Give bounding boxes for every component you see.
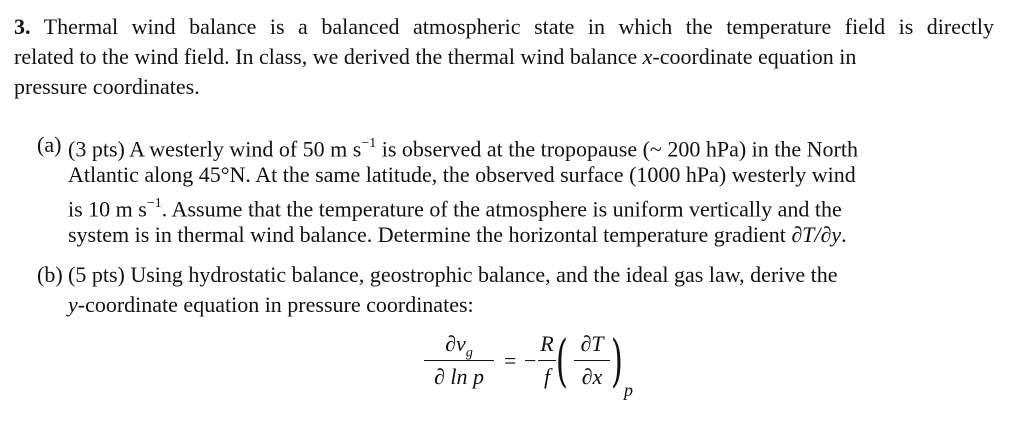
lhs-denominator: ∂ ln p: [434, 364, 484, 389]
exponent-2: −1: [146, 196, 162, 211]
intro-line-2: [14, 42, 856, 72]
minus-sign: −: [524, 348, 537, 373]
inner-denominator: ∂x: [581, 364, 603, 389]
part-b-label: (b): [37, 262, 63, 287]
exponent-1: −1: [361, 136, 377, 151]
intro-line-3: [14, 72, 200, 102]
coef-fraction: [538, 330, 556, 391]
left-paren: (: [555, 329, 568, 394]
equals-sign: =: [504, 348, 517, 373]
part-a-text-4: system is in thermal wind balance. Determine the horizontal temperature gradient: [68, 222, 792, 247]
lhs-numerator: [424, 330, 494, 361]
lhs-num-text: ∂v: [445, 331, 466, 356]
thermal-wind-equation: [424, 330, 644, 402]
right-paren: ): [610, 329, 623, 394]
x-variable: x: [642, 44, 653, 69]
coef-fraction-bar: [538, 360, 556, 361]
lhs-fraction-bar: [424, 360, 494, 361]
part-a-text-2: Atlantic along 45°N. At the same latitude, the observed surface (1000 hPa) westerly wind: [68, 162, 856, 187]
part-b-line-1: [68, 260, 838, 290]
inner-fraction: [574, 330, 610, 391]
coef-denominator: f: [543, 364, 551, 389]
part-a-label: (a): [37, 132, 62, 157]
inner-numerator: ∂T: [580, 331, 604, 356]
pressure-subscript: p: [624, 380, 633, 400]
part-a-line-2: [68, 160, 856, 190]
part-a-text-3: is 10 m s: [68, 196, 147, 222]
temperature-gradient-math: ∂T/∂y: [791, 222, 842, 247]
inner-fraction-bar: [574, 360, 610, 361]
part-a-text-3b: . Assume that the temperature of the atmosphere is uniform vertically and the: [161, 196, 842, 222]
intro-text-4: pressure coordinates.: [14, 74, 200, 99]
part-a-text-1: (3 pts) A westerly wind of 50 m s: [68, 136, 362, 162]
part-a-text-4b: .: [841, 222, 847, 247]
part-b-text-1: (5 pts) Using hydrostatic balance, geostrophic balance, and the ideal gas law, derive the: [68, 262, 838, 287]
intro-text-1: Thermal wind balance is a balanced atmospheric state in which the temperature field is directly: [43, 14, 994, 39]
intro-text-3: -coordinate equation in: [652, 44, 857, 69]
part-a-line-4: [68, 220, 847, 250]
intro-text-2: related to the wind field. In class, we derived the thermal wind balance: [14, 44, 638, 69]
problem-number: 3.: [14, 14, 31, 39]
part-b-text-2: -coordinate equation in pressure coordinates:: [77, 292, 474, 317]
lhs-fraction: [424, 330, 494, 391]
y-variable: y: [68, 292, 78, 317]
lhs-num-sub: g: [465, 345, 473, 361]
coef-numerator: R: [540, 331, 554, 356]
part-a-text-1b: is observed at the tropopause (~ 200 hPa) in the North: [376, 136, 858, 162]
intro-line-1: [14, 12, 994, 42]
part-b-line-2: [68, 290, 474, 320]
